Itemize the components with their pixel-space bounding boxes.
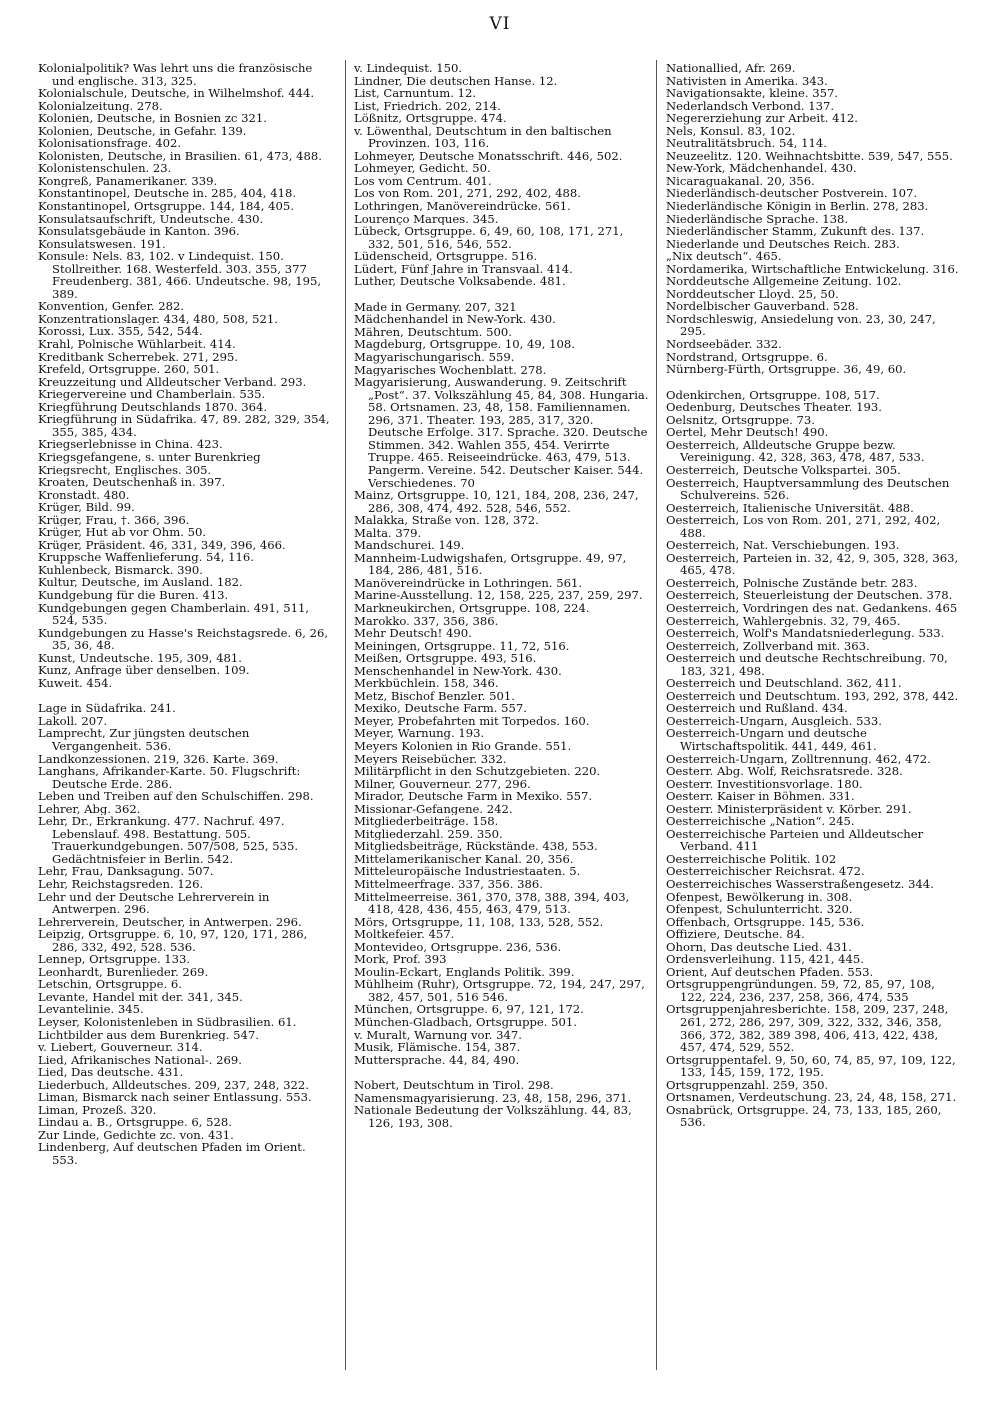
index-entry: Niederländische Sprache. 138. bbox=[666, 212, 849, 226]
index-entry: Mehr Deutsch! 490. bbox=[354, 627, 472, 640]
index-entry: Oesterreich, Alldeutsche Gruppe bezw. Vereinigung. 42, 328, 363, 478, 487, 533. bbox=[666, 438, 925, 464]
index-entry: Leonhardt, Burenlieder. 269. bbox=[38, 965, 209, 979]
index-entry: Oesterreich und Rußland. 434. bbox=[666, 702, 848, 715]
index-entry: Oesterr. Ministerpräsident v. Körber. 291. bbox=[666, 802, 912, 816]
index-entry: Lamprecht, Zur jüngsten deutschen Vergangenheit. 536. bbox=[38, 727, 250, 753]
section-gap bbox=[666, 376, 961, 389]
index-entry: Militärpflicht in den Schutzgebieten. 220. bbox=[354, 765, 601, 778]
index-entry: Oesterr. Abg. Wolf, Reichsratsrede. 328. bbox=[666, 765, 903, 778]
index-entry: Merkbüchlein. 158, 346. bbox=[354, 677, 499, 690]
index-entry: Ofenpest, Bewölkerung in. 308. bbox=[666, 890, 853, 904]
index-entry: Lehr, Reichstagsreden. 126. bbox=[38, 878, 204, 891]
index-entry: Lehrer, Abg. 362. bbox=[38, 802, 141, 816]
index-entry: Magdeburg, Ortsgruppe. 10, 49, 108. bbox=[354, 338, 575, 352]
index-entry: Nationallied, Afr. 269. bbox=[666, 62, 796, 75]
index-entry: Krüger, Hut ab vor Ohm. 50. bbox=[38, 526, 207, 539]
index-entry: Konsulatsgebäude in Kanton. 396. bbox=[38, 225, 240, 238]
index-entry: Mühlheim (Ruhr), Ortsgruppe. 72, 194, 247, 297, 382, 457, 501, 516 546. bbox=[354, 978, 645, 1004]
index-entry: Mittelmeerfrage. 337, 356. 386. bbox=[354, 878, 543, 891]
index-entry: Kreditbank Scherrebek. 271, 295. bbox=[38, 350, 239, 364]
index-entry: Mitgliedsbeiträge, Rückstände. 438, 553. bbox=[354, 840, 598, 853]
index-entry: v. Muralt, Warnung vor. 347. bbox=[354, 1028, 522, 1042]
index-entry: Oesterreich und Deutschtum. 193, 292, 378, 442. bbox=[666, 689, 959, 703]
index-entry: Mitteleuropäische Industriestaaten. 5. bbox=[354, 865, 581, 878]
index-entry: Kundgebungen zu Hasse's Reichstagsrede. 6, 26, 35, 36, 48. bbox=[38, 626, 329, 652]
column-separator bbox=[345, 60, 346, 1370]
index-entry: Konsule: Nels. 83, 102. v Lindequist. 150. Stollreither. 168. Westerfeld. 303. 355, 377 Freudenberg. 381, 466. Undeutsche. 98, 195, 389. bbox=[38, 250, 322, 301]
index-entry: Landkonzessionen. 219, 326. Karte. 369. bbox=[38, 752, 279, 766]
index-entry: Mähren, Deutschtum. 500. bbox=[354, 325, 512, 339]
index-entry: Ortsgruppenjahresberichte. 158, 209, 237, 248, 261, 272, 286, 297, 309, 322, 332, 346, 358, 366, 372, 382, 389 398, 406, 413, 422, 438, 457, 474, 529, 552. bbox=[666, 1003, 949, 1054]
index-entry: Leyser, Kolonistenleben in Südbrasilien. 61. bbox=[38, 1016, 297, 1029]
index-entry: Levantelinie. 345. bbox=[38, 1003, 144, 1017]
index-entry: Krefeld, Ortsgruppe. 260, 501. bbox=[38, 363, 220, 376]
index-entry: Meißen, Ortsgruppe. 493, 516. bbox=[354, 652, 537, 665]
index-entry: Krüger, Frau, †. 366, 396. bbox=[38, 513, 190, 527]
index-entry: Oesterreich und deutsche Rechtschreibung. 70, 183, 321, 498. bbox=[666, 652, 948, 678]
index-entry: Kriegsrecht, Englisches. 305. bbox=[38, 463, 212, 477]
index-entry: Mainz, Ortsgruppe. 10, 121, 184, 208, 236, 247, 286, 308, 474, 492. 528, 546, 552. bbox=[354, 489, 639, 515]
index-entry: Missionar-Gefangene. 242. bbox=[354, 802, 513, 816]
index-entry: Milner, Gouverneur. 277, 296. bbox=[354, 777, 531, 791]
index-entry: Kunz, Anfrage über denselben. 109. bbox=[38, 664, 250, 677]
index-entry: Kundgebungen gegen Chamberlain. 491, 511, 524, 535. bbox=[38, 601, 310, 627]
index-entry: Lindner, Die deutschen Hanse. 12. bbox=[354, 74, 558, 88]
index-entry: Marine-Ausstellung. 12, 158, 225, 237, 259, 297. bbox=[354, 589, 643, 602]
index-column-3 bbox=[666, 62, 961, 1129]
index-entry: Luther, Deutsche Volksabende. 481. bbox=[354, 275, 566, 288]
index-entry: Oertel, Mehr Deutsch! 490. bbox=[666, 426, 829, 439]
index-entry: Oesterreichische „Nation“. 245. bbox=[666, 815, 855, 828]
index-entry: Lehr, Dr., Erkrankung. 477. Nachruf. 497. Lebenslauf. 498. Bestattung. 505. Trauerkundgebungen. 507/508, 525, 535. Gedächtnisfeier in Berlin. 542. bbox=[38, 815, 299, 866]
index-entry: Lohmeyer, Gedicht. 50. bbox=[354, 162, 491, 175]
index-entry: Oesterreichische Parteien und Alldeutscher Verband. 411 bbox=[666, 827, 924, 853]
section-gap bbox=[354, 288, 649, 301]
index-entry: Krüger, Präsident. 46, 331, 349, 396, 466. bbox=[38, 538, 286, 552]
index-entry: Oesterr. Investitionsvorlage. 180. bbox=[666, 777, 863, 791]
index-column-2 bbox=[354, 62, 649, 1129]
index-entry: Kolonien, Deutsche, in Gefahr. 139. bbox=[38, 124, 247, 138]
index-entry: Mannheim-Ludwigshafen, Ortsgruppe. 49, 97, 184, 286, 481, 516. bbox=[354, 551, 627, 577]
index-entry: Langhans, Afrikander-Karte. 50. Flugschrift: Deutsche Erde. 286. bbox=[38, 765, 301, 791]
index-entry: Levante, Handel mit der. 341, 345. bbox=[38, 990, 243, 1004]
index-entry: Mädchenhandel in New-York. 430. bbox=[354, 313, 556, 326]
index-entry: Lehrerverein, Deutscher, in Antwerpen. 296. bbox=[38, 915, 302, 929]
index-entry: Kultur, Deutsche, im Ausland. 182. bbox=[38, 576, 243, 589]
index-entry: Kuweit. 454. bbox=[38, 676, 113, 690]
index-entry: Kongreß, Panamerikaner. 339. bbox=[38, 174, 218, 188]
index-entry: Norddeutscher Lloyd. 25, 50. bbox=[666, 287, 839, 301]
index-entry: Kriegsgefangene, s. unter Burenkrieg bbox=[38, 450, 261, 464]
index-entry: Niederländisch-deutscher Postverein. 107. bbox=[666, 187, 918, 201]
index-entry: Niederländischer Stamm, Zukunft des. 137. bbox=[666, 225, 925, 238]
index-entry: Nordstrand, Ortsgruppe. 6. bbox=[666, 350, 828, 364]
index-entry: Norddeutsche Allgemeine Zeitung. 102. bbox=[666, 275, 902, 288]
index-entry: Magyarisierung, Auswanderung. 9. Zeitschrift „Post“. 37. Volkszählung 45, 84, 308. Hungaria. 58. Ortsnamen. 23, 48, 158. Familiennamen. 296, 371. Theater. 193, 285, 317, 320. Deutsche Erfolge. 317. Sprache. 320. Deutsche Stimmen. 342. Wahlen 355, 454. Verirrte Truppe. 465. Reiseeindrücke. 463, 479, 513. Pangerm. Vereine. 542. Deutscher Kaiser. 544. Verschiedenes. 70 bbox=[354, 376, 649, 490]
index-entry: Meiningen, Ortsgruppe. 11, 72, 516. bbox=[354, 639, 570, 653]
index-entry: Mittelamerikanischer Kanal. 20, 356. bbox=[354, 852, 574, 866]
index-entry: Oesterreich, Parteien in. 32, 42, 9, 305, 328, 363, 465, 478. bbox=[666, 551, 959, 577]
index-entry: Malta. 379. bbox=[354, 526, 422, 540]
index-entry: Osnabrück, Ortsgruppe. 24, 73, 133, 185, 260, 536. bbox=[666, 1103, 942, 1129]
index-entry: Lehr, Frau, Danksagung. 507. bbox=[38, 865, 214, 878]
index-entry: Ortsgruppengründungen. 59, 72, 85, 97, 108, 122, 224, 236, 237, 258, 366, 474, 535 bbox=[666, 978, 935, 1004]
index-entry: New-York, Mädchenhandel. 430. bbox=[666, 162, 857, 175]
index-entry: Oesterreich-Ungarn und deutsche Wirtschaftspolitik. 441, 449, 461. bbox=[666, 727, 877, 753]
index-entry: Krahl, Polnische Wühlarbeit. 414. bbox=[38, 338, 236, 351]
index-entry: Oesterreichische Politik. 102 bbox=[666, 852, 837, 866]
index-column-1 bbox=[38, 62, 333, 1167]
index-entry: Nordseebäder. 332. bbox=[666, 338, 782, 351]
index-entry: Oesterreichisches Wasserstraßengesetz. 344. bbox=[666, 878, 934, 891]
index-entry: Lüdenscheid, Ortsgruppe. 516. bbox=[354, 250, 538, 263]
index-entry: Kolonien, Deutsche, in Bosnien zc 321. bbox=[38, 112, 267, 125]
index-entry: Leipzig, Ortsgruppe. 6, 10, 97, 120, 171, 286, 286, 332, 492, 528. 536. bbox=[38, 928, 308, 954]
index-entry: Lößnitz, Ortsgruppe. 474. bbox=[354, 112, 507, 125]
index-entry: Kreuzzeitung und Alldeutscher Verband. 293. bbox=[38, 375, 307, 389]
index-entry: Nordelbischer Gauverband. 528. bbox=[666, 300, 859, 313]
index-entry: Leben und Treiben auf den Schulschiffen. 298. bbox=[38, 790, 314, 803]
index-entry: Nürnberg-Fürth, Ortsgruppe. 36, 49, 60. bbox=[666, 363, 907, 376]
index-entry: Negererziehung zur Arbeit. 412. bbox=[666, 112, 858, 125]
index-entry: Oesterreich, Wahlergebnis. 32, 79, 465. bbox=[666, 614, 901, 628]
index-entry: Neutralitätsbruch. 54, 114. bbox=[666, 137, 827, 150]
index-entry: Oesterreich, Los von Rom. 201, 271, 292, 402, 488. bbox=[666, 514, 941, 540]
index-entry: Kolonistenschulen. 23. bbox=[38, 162, 172, 175]
index-entry: Nels, Konsul. 83, 102. bbox=[666, 124, 796, 138]
index-entry: Marokko. 337, 356, 386. bbox=[354, 614, 499, 628]
index-entry: Mork, Prof. 393 bbox=[354, 953, 447, 966]
index-entry: Lennep, Ortsgruppe. 133. bbox=[38, 953, 191, 966]
index-entry: Oesterreich-Ungarn, Ausgleich. 533. bbox=[666, 714, 882, 728]
index-entry: Konstantinopel, Deutsche in. 285, 404, 418. bbox=[38, 187, 297, 201]
index-entry: Kronstadt. 480. bbox=[38, 488, 130, 502]
index-entry: Lüdert, Fünf Jahre in Transvaal. 414. bbox=[354, 262, 573, 276]
index-entry: Ortsgruppenzahl. 259, 350. bbox=[666, 1078, 829, 1092]
index-entry: Konstantinopel, Ortsgruppe. 144, 184, 405. bbox=[38, 200, 294, 213]
index-entry: Kolonisationsfrage. 402. bbox=[38, 137, 182, 150]
index-entry: München-Gladbach, Ortsgruppe. 501. bbox=[354, 1016, 577, 1029]
index-entry: Lied, Afrikanisches National-. 269. bbox=[38, 1053, 242, 1067]
index-entry: Konsulatsaufschrift, Undeutsche. 430. bbox=[38, 212, 264, 226]
index-entry: Niederländische Königin in Berlin. 278, 283. bbox=[666, 200, 929, 213]
index-entry: Mitgliederzahl. 259. 350. bbox=[354, 827, 503, 841]
index-entry: Malakka, Straße von. 128, 372. bbox=[354, 514, 539, 527]
index-entry: Offiziere, Deutsche. 84. bbox=[666, 928, 805, 941]
index-entry: Kroaten, Deutschenhaß in. 397. bbox=[38, 476, 226, 489]
index-entry: Kolonialpolitik? Was lehrt uns die französische und englische. 313, 325. bbox=[38, 62, 313, 88]
index-entry: Ortsnamen, Verdeutschung. 23, 24, 48, 158, 271. bbox=[666, 1091, 957, 1104]
index-entry: Made in Germany. 207, 321 bbox=[354, 300, 517, 314]
index-entry: Kriegervereine und Chamberlain. 535. bbox=[38, 388, 266, 401]
index-entry: Mandschurei. 149. bbox=[354, 539, 465, 552]
index-entry: Mirador, Deutsche Farm in Mexiko. 557. bbox=[354, 790, 593, 803]
index-entry: Konsulatswesen. 191. bbox=[38, 237, 166, 251]
index-entry: Neuzeelitz. 120. Weihnachtsbitte. 539, 547, 555. bbox=[666, 149, 953, 163]
index-entry: Nordamerika, Wirtschaftliche Entwickelung. 316. bbox=[666, 262, 959, 276]
index-entry: Lothringen, Manövereindrücke. 561. bbox=[354, 200, 571, 213]
index-entry: Meyer, Warnung. 193. bbox=[354, 727, 485, 740]
index-entry: v. Lindequist. 150. bbox=[354, 62, 463, 75]
index-entry: Nationale Bedeutung der Volkszählung. 44, 83, 126, 193, 308. bbox=[354, 1104, 632, 1130]
section-gap bbox=[354, 1066, 649, 1079]
index-entry: Liman, Bismarck nach seiner Entlassung. 553. bbox=[38, 1091, 312, 1104]
index-entry: v. Liebert, Gouverneur. 314. bbox=[38, 1041, 203, 1054]
index-entry: Nicaraguakanal. 20, 356. bbox=[666, 174, 815, 188]
index-entry: Kriegführung Deutschlands 1870. 364. bbox=[38, 400, 268, 414]
index-entry: Kolonialzeitung. 278. bbox=[38, 99, 163, 113]
index-entry: Krüger, Bild. 99. bbox=[38, 501, 135, 514]
index-entry: Moltkefeier. 457. bbox=[354, 928, 455, 941]
index-entry: Oesterreich, Steuerleistung der Deutschen. 378. bbox=[666, 589, 953, 602]
index-entry: Lindenberg, Auf deutschen Pfaden im Orient. 553. bbox=[38, 1141, 306, 1167]
index-entry: Konvention, Genfer. 282. bbox=[38, 300, 185, 313]
index-entry: Nordschleswig, Ansiedelung von. 23, 30, 247, 295. bbox=[666, 312, 936, 339]
index-entry: Oesterreich-Ungarn, Zolltrennung. 462, 472. bbox=[666, 752, 931, 766]
index-entry: Mitgliederbeiträge. 158. bbox=[354, 815, 499, 828]
index-entry: Meyers Reisebücher. 332. bbox=[354, 752, 507, 766]
index-entry: Oesterreich, Vordringen des nat. Gedankens. 465 bbox=[666, 601, 958, 615]
index-entry: Kunst, Undeutsche. 195, 309, 481. bbox=[38, 651, 242, 665]
index-entry: Oesterreich, Deutsche Volkspartei. 305. bbox=[666, 463, 901, 477]
index-entry: Kolonisten, Deutsche, in Brasilien. 61, 473, 488. bbox=[38, 149, 322, 163]
index-entry: Kriegführung in Südafrika. 47, 89. 282, 329, 354, 355, 385, 434. bbox=[38, 413, 330, 439]
index-entry: Oesterreich, Hauptversammlung des Deutschen Schulvereins. 526. bbox=[666, 476, 950, 502]
index-entry: Los vom Centrum. 401. bbox=[354, 174, 492, 188]
index-entry: Mittelmeerreise. 361, 370, 378, 388, 394, 403, 418, 428, 436, 455, 463, 479, 513. bbox=[354, 890, 630, 916]
index-entry: Magyarischungarisch. 559. bbox=[354, 351, 515, 364]
index-entry: Odenkirchen, Ortsgruppe. 108, 517. bbox=[666, 388, 880, 402]
index-entry: Markneukirchen, Ortsgruppe. 108, 224. bbox=[354, 601, 590, 615]
index-entry: Magyarisches Wochenblatt. 278. bbox=[354, 363, 547, 377]
index-entry: Kundgebung für die Buren. 413. bbox=[38, 588, 229, 602]
index-entry: Lage in Südafrika. 241. bbox=[38, 702, 176, 715]
index-entry: Lübeck, Ortsgruppe. 6, 49, 60, 108, 171, 271, 332, 501, 516, 546, 552. bbox=[354, 225, 624, 251]
index-entry: Nativisten in Amerika. 343. bbox=[666, 74, 828, 88]
section-gap bbox=[38, 689, 333, 702]
index-entry: Niederlande und Deutsches Reich. 283. bbox=[666, 237, 900, 251]
index-entry: Oesterreich, Nat. Verschiebungen. 193. bbox=[666, 539, 900, 552]
index-entry: Kriegserlebnisse in China. 423. bbox=[38, 438, 223, 451]
index-entry: Konzentrationslager. 434, 480, 508, 521. bbox=[38, 312, 278, 326]
index-entry: Musik, Flämische. 154, 387. bbox=[354, 1041, 521, 1054]
index-entry: Zur Linde, Gedichte zc. von. 431. bbox=[38, 1128, 234, 1142]
index-entry: Lehr und der Deutsche Lehrerverein in Antwerpen. 296. bbox=[38, 890, 270, 916]
index-entry: Liman, Prozeß. 320. bbox=[38, 1103, 157, 1117]
index-entry: Ofenpest, Schulunterricht. 320. bbox=[666, 903, 853, 916]
index-entry: Kruppsche Waffenlieferung. 54, 116. bbox=[38, 551, 254, 564]
page-number: VI bbox=[489, 14, 511, 34]
index-entry: Ordensverleihung. 115, 421, 445. bbox=[666, 953, 864, 966]
index-entry: Oesterreichischer Reichsrat. 472. bbox=[666, 865, 865, 878]
index-entry: Menschenhandel in New-York. 430. bbox=[354, 664, 562, 678]
index-entry: Ohorn, Das deutsche Lied. 431. bbox=[666, 940, 852, 954]
index-entry: Kuhlenbeck, Bismarck. 390. bbox=[38, 563, 203, 577]
index-entry: Lied, Das deutsche. 431. bbox=[38, 1066, 184, 1079]
index-entry: Lakoll. 207. bbox=[38, 714, 108, 728]
index-entry: Oesterreich, Zollverband mit. 363. bbox=[666, 639, 870, 653]
index-entry: Navigationsakte, kleine. 357. bbox=[666, 87, 839, 100]
index-entry: Nederlandsch Verbond. 137. bbox=[666, 99, 835, 113]
index-entry: Lindau a. B., Ortsgruppe. 6, 528. bbox=[38, 1116, 232, 1129]
index-entry: v. Löwenthal, Deutschtum in den baltischen Provinzen. 103, 116. bbox=[354, 124, 612, 150]
index-entry: Oesterreich, Wolf's Mandatsniederlegung. 533. bbox=[666, 627, 945, 640]
index-entry: Liederbuch, Alldeutsches. 209, 237, 248, 322. bbox=[38, 1078, 309, 1092]
index-entry: Nobert, Deutschtum in Tirol. 298. bbox=[354, 1079, 554, 1092]
index-entry: Meyer, Probefahrten mit Torpedos. 160. bbox=[354, 714, 590, 728]
index-entry: Oesterr. Kaiser in Böhmen. 331. bbox=[666, 790, 855, 803]
index-entry: Mörs, Ortsgruppe, 11, 108, 133, 528, 552. bbox=[354, 915, 604, 929]
index-entry: Kolonialschule, Deutsche, in Wilhelmshof. 444. bbox=[38, 87, 315, 100]
index-entry: München, Ortsgruppe. 6, 97, 121, 172. bbox=[354, 1003, 584, 1017]
index-entry: Muttersprache. 44, 84, 490. bbox=[354, 1053, 520, 1067]
index-entry: List, Friedrich. 202, 214. bbox=[354, 99, 501, 113]
index-entry: Oesterreich, Polnische Zustände betr. 283. bbox=[666, 576, 918, 590]
index-entry: Oedenburg, Deutsches Theater. 193. bbox=[666, 401, 882, 414]
index-entry: Mexiko, Deutsche Farm. 557. bbox=[354, 702, 527, 715]
index-entry: Moulin-Eckart, Englands Politik. 399. bbox=[354, 965, 575, 979]
index-entry: Metz, Bischof Benzler. 501. bbox=[354, 689, 515, 703]
index-entry: Korossi, Lux. 355, 542, 544. bbox=[38, 325, 203, 339]
index-entry: Oesterreich und Deutschland. 362, 411. bbox=[666, 677, 902, 690]
index-entry: Orient, Auf deutschen Pfaden. 553. bbox=[666, 965, 874, 979]
column-separator bbox=[656, 60, 657, 1370]
index-entry: Namensmagyarisierung. 23, 48, 158, 296, 371. bbox=[354, 1091, 632, 1105]
index-entry: Lohmeyer, Deutsche Monatsschrift. 446, 502. bbox=[354, 149, 623, 163]
index-entry: Oesterreich, Italienische Universität. 488. bbox=[666, 501, 914, 515]
index-entry: Los von Rom. 201, 271, 292, 402, 488. bbox=[354, 187, 581, 201]
index-entry: Manövereindrücke in Lothringen. 561. bbox=[354, 576, 583, 590]
index-entry: Lourenço Marques. 345. bbox=[354, 212, 499, 226]
index-entry: Letschin, Ortsgruppe. 6. bbox=[38, 978, 182, 991]
index-entry: Lichtbilder aus dem Burenkrieg. 547. bbox=[38, 1028, 259, 1042]
index-entry: Ortsgruppentafel. 9, 50, 60, 74, 85, 97, 109, 122, 133, 145, 159, 172, 195. bbox=[666, 1053, 956, 1079]
index-entry: List, Carnuntum. 12. bbox=[354, 87, 477, 100]
index-entry: Offenbach, Ortsgruppe. 145, 536. bbox=[666, 915, 865, 929]
index-entry: „Nix deutsch“. 465. bbox=[666, 250, 782, 263]
index-entry: Montevideo, Ortsgruppe. 236, 536. bbox=[354, 940, 562, 954]
index-entry: Oelsnitz, Ortsgruppe. 73. bbox=[666, 413, 815, 427]
index-entry: Meyers Kolonien in Rio Grande. 551. bbox=[354, 739, 572, 753]
